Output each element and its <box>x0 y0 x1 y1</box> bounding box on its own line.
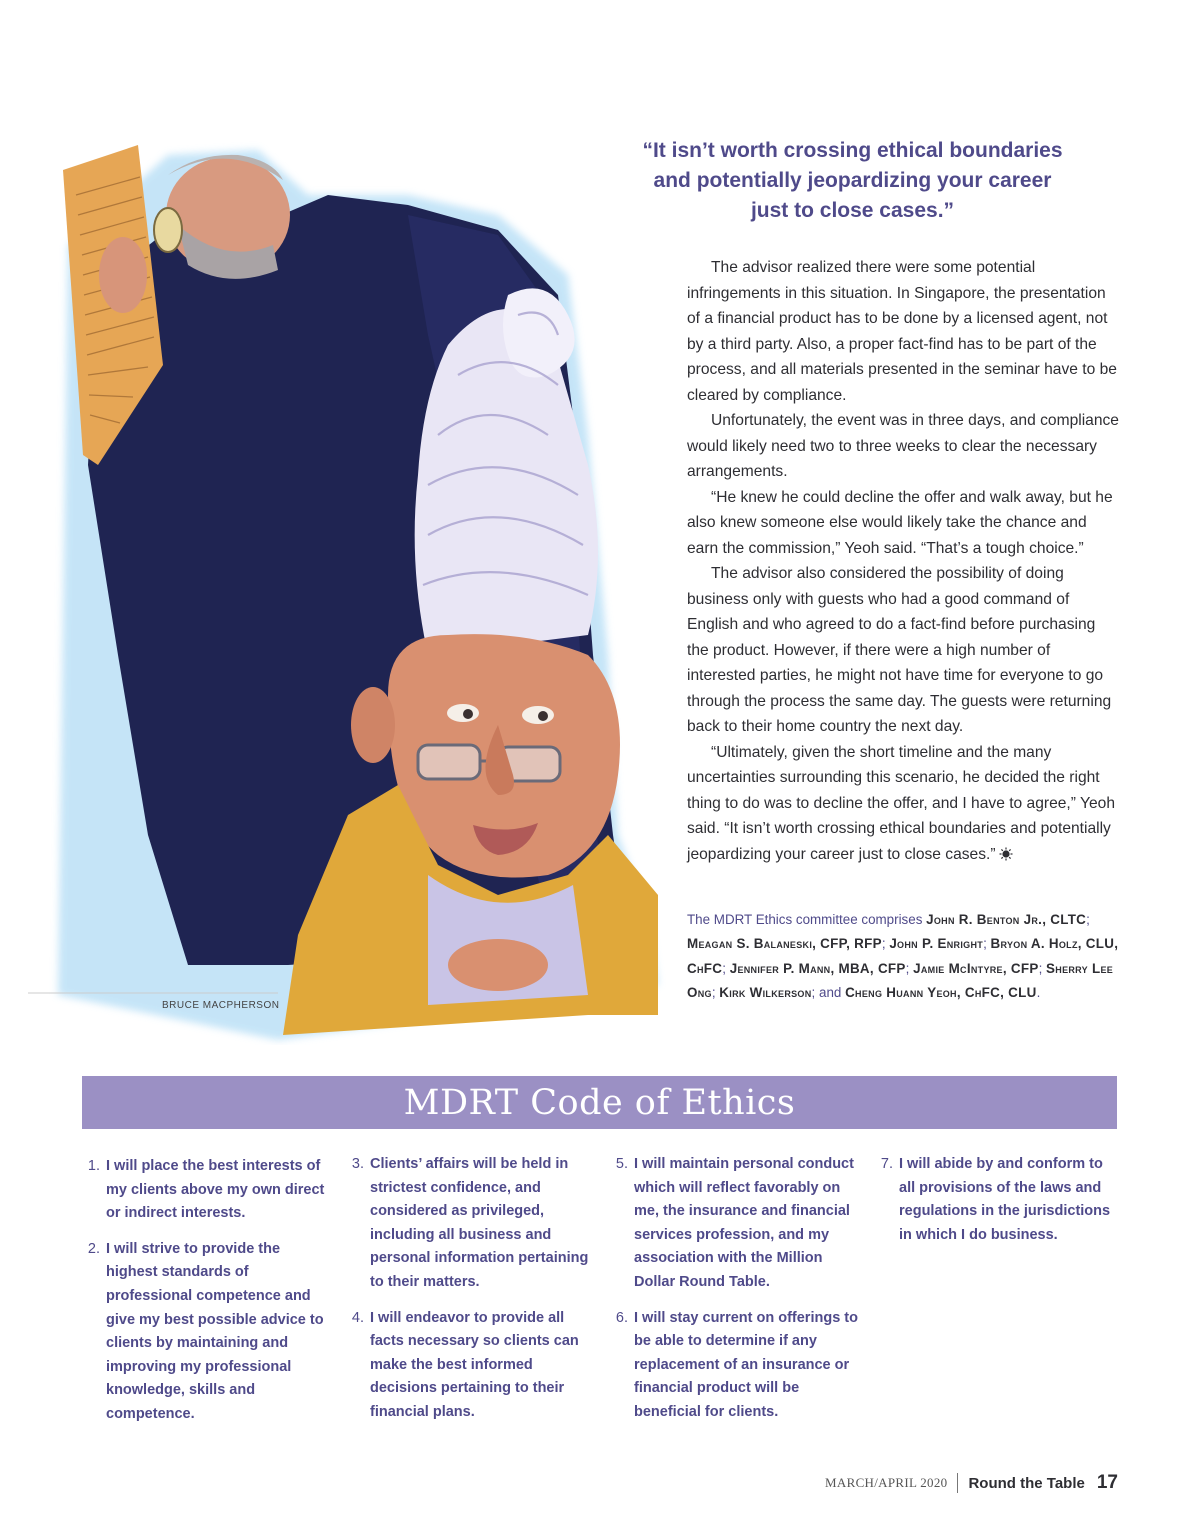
footer-divider <box>957 1473 958 1493</box>
ethics-item <box>344 1307 594 1425</box>
ethics-column <box>80 1155 325 1439</box>
committee-member: Jennifer P. Mann, MBA, CFP <box>729 960 906 976</box>
page-number: 17 <box>1096 1472 1118 1493</box>
ethics-item-text: I will maintain personal conduct which will reflect favorably on me, the insurance and financial services profession, and my association with the Million Dollar Round Table. <box>634 1156 854 1290</box>
committee-member: Bryon A. Holz, CLU, ChFC <box>687 936 1119 976</box>
ethics-item <box>80 1155 325 1226</box>
magazine-title: Round the Table <box>968 1474 1085 1492</box>
article-paragraph: “He knew he could decline the offer and walk away, but he also knew someone else would likely take the chance and earn the commission,” Yeoh said. “That’s a tough choice.” <box>687 488 1113 557</box>
pull-quote-line: just to close cases.” <box>750 199 955 222</box>
committee-intro: The MDRT Ethics committee comprises <box>687 912 923 927</box>
ethics-item-text: I will stay current on offerings to be able to determine if any replacement of an insurance or financial product will be beneficial for clients. <box>634 1309 858 1420</box>
issue-date: MARCH/APRIL 2020 <box>825 1475 948 1490</box>
illustration-credit: BRUCE MACPHERSON <box>162 1000 280 1011</box>
ethics-item-number: 1. <box>87 1158 100 1174</box>
article-paragraph: Unfortunately, the event was in three days, and compliance would likely need two to three weeks to clear the necessary arrangements. <box>687 412 1119 480</box>
end-mark-icon <box>999 847 1013 861</box>
committee-member: Jamie McIntyre, CFP <box>913 960 1039 976</box>
committee-member: Kirk Wilkerson <box>719 984 812 1000</box>
ethics-item-number: 5. <box>615 1156 628 1172</box>
article-body <box>687 255 1119 867</box>
ethics-column <box>608 1153 858 1437</box>
ethics-item <box>608 1153 858 1295</box>
article-paragraph: The advisor also considered the possibility of doing business only with guests who had a good command of English and who agreed to do a fact-find before purchasing the product. However, if there were a high number of interested parties, he might not have time for everyone to go through the process the same day. The guests were returning back to their home country the next day. <box>687 565 1112 735</box>
committee-member: Cheng Huann Yeoh, ChFC, CLU <box>845 984 1037 1000</box>
ethics-banner <box>82 1076 1117 1129</box>
pull-quote-line: “It isn’t worth crossing ethical boundaries <box>642 139 1063 162</box>
ethics-item <box>873 1153 1118 1247</box>
ethics-item-text: I will place the best interests of my clients above my own direct or indirect interests. <box>106 1158 325 1222</box>
ethics-item-number: 7. <box>880 1156 893 1172</box>
article-paragraph <box>687 740 1119 868</box>
ethics-item <box>80 1238 325 1427</box>
ethics-item-number: 2. <box>87 1240 100 1257</box>
ethics-item-text: I will endeavor to provide all facts necessary so clients can make the best informed decisions pertaining to their financial plans. <box>370 1309 579 1420</box>
article-paragraph: The advisor realized there were some potential infringements in this situation. In Singapore, the presentation of a financial product has to be done by a licensed agent, not by a third party. Also, a proper fact-find has to be part of the process, and all materials presented in the seminar have to be cleared by compliance. <box>687 259 1117 404</box>
committee-member: Sherry Lee Ong <box>687 960 1114 1000</box>
ethics-column <box>344 1153 594 1437</box>
article-paragraph-text: “Ultimately, given the short timeline and the many uncertainties surrounding this scenario, he decided the right thing to do was to decline the offer, and I have to agree,” Yeoh said. “It isn’t worth crossing ethical boundaries and potentially jeopardizing your career just to close cases.” <box>687 743 1115 863</box>
page-footer <box>825 1472 1118 1494</box>
committee-member: John P. Enright <box>889 936 984 952</box>
ethics-item <box>344 1153 594 1295</box>
ethics-title: MDRT Code of Ethics <box>403 1082 796 1123</box>
pull-quote-line: and potentially jeopardizing your career <box>653 169 1052 192</box>
ethics-item-number: 6. <box>615 1309 628 1326</box>
ethics-item-text: I will abide by and conform to all provisions of the laws and regulations in the jurisdictions in which I do business. <box>899 1156 1111 1243</box>
caricature-illustration <box>28 135 668 1045</box>
ethics-item-text: I will strive to provide the highest standards of professional competence and give my best possible advice to clients by maintaining and improving my professional knowledge, skills and competence. <box>106 1240 324 1422</box>
ethics-item <box>608 1307 858 1425</box>
ethics-column <box>873 1153 1118 1259</box>
committee-note: The MDRT Ethics committee comprises John R. Benton Jr., CLTC; Meagan S. Balaneski, CFP, RFP; John P. Enright; Bryon A. Holz, CLU, ChFC; Jennifer P. Mann, MBA, CFP; Jamie McIntyre, CFP; Sherry Lee Ong; Kirk Wilkerson; and Cheng Huann Yeoh, ChFC, CLU. <box>687 912 1119 1000</box>
pull-quote <box>600 136 1105 226</box>
ethics-item-number: 4. <box>351 1309 364 1326</box>
committee-member: Meagan S. Balaneski, CFP, RFP <box>687 936 882 952</box>
ethics-item-number: 3. <box>351 1156 364 1172</box>
ethics-item-text: Clients’ affairs will be held in strictest confidence, and considered as privileged, including all business and personal information pertaining to their matters. <box>370 1156 589 1290</box>
committee-member: John R. Benton Jr., CLTC <box>926 912 1087 927</box>
